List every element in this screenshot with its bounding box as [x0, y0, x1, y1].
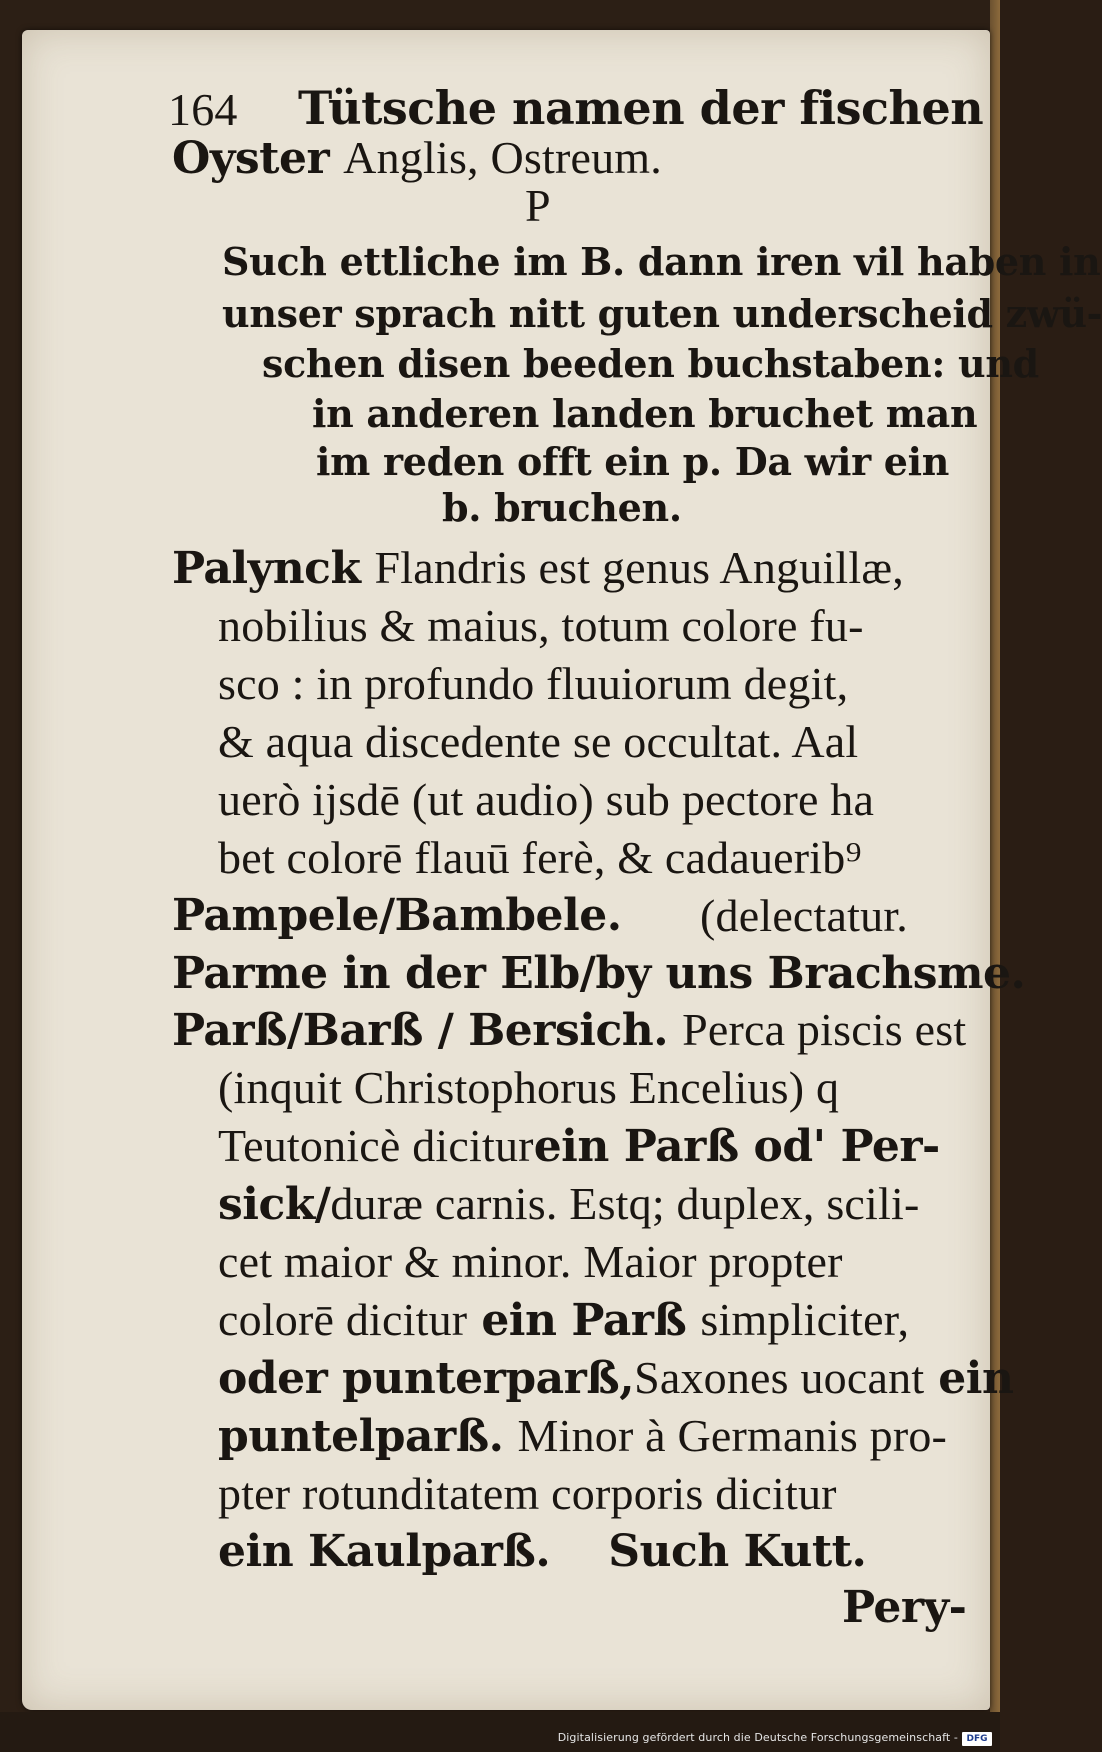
entry-text: (delectatur. — [700, 890, 909, 941]
entry-text-line — [218, 1348, 1014, 1409]
entry-text: nobilius & maius, totum colore fu- — [218, 600, 864, 651]
note-line: Such ettliche im B. dann iren vil haben in — [222, 239, 1101, 284]
entry-text: simpliciter, — [700, 1294, 910, 1345]
entry-term: ein Kaulparß. — [218, 1526, 551, 1577]
entry-term: ein Parß od' Per- — [533, 1121, 940, 1172]
footer-band — [0, 1712, 1000, 1752]
entry-headword: Pampele/Bambele. — [172, 890, 622, 941]
entry-term: ein Parß — [481, 1295, 687, 1346]
page-number: 164 — [168, 84, 238, 135]
entry-text-line — [218, 1522, 866, 1582]
entry-text-line — [218, 1116, 940, 1177]
entry-term: puntelparß. — [218, 1411, 504, 1462]
entry-text: bet colorē flauū ferè, & cadauerib⁹ — [218, 832, 862, 883]
entry-text-line — [218, 1406, 947, 1467]
entry-text: sco : in profundo fluuiorum degit, — [218, 658, 849, 709]
entry-text: Flandris est genus Anguillæ, — [374, 542, 904, 593]
dfg-logo: DFG — [962, 1732, 992, 1746]
entry-text-line — [218, 1174, 920, 1235]
entry-term: oder punterparß, — [218, 1353, 635, 1404]
entry-text-line — [218, 1290, 909, 1351]
entry-text: Anglis, Ostreum. — [343, 132, 662, 183]
entry-text: & aqua discedente se occultat. Aal — [218, 716, 859, 767]
entry-text: Saxones uocant — [634, 1352, 925, 1403]
note-line: in anderen landen bruchet man — [312, 391, 978, 436]
entry-oyster — [172, 128, 662, 189]
entry-headword: Palynck — [172, 543, 361, 594]
entry-text: Perca piscis est — [682, 1004, 967, 1055]
entry-text: (inquit Christophorus Encelius) q — [218, 1062, 840, 1113]
running-head: Tütsche namen der fischen — [298, 81, 984, 135]
entry-term: ein — [938, 1353, 1014, 1404]
entry-text: uerò ijsdē (ut audio) sub pectore ha — [218, 774, 875, 825]
digitization-caption: Digitalisierung gefördert durch die Deutsche Forschungsgemeinschaft - — [557, 1731, 958, 1744]
entry-parss — [172, 1000, 966, 1061]
entry-text: pter rotunditatem corporis dicitur — [218, 1468, 837, 1519]
entry-headword: Oyster — [172, 133, 330, 184]
entry-text: duræ carnis. Estq; duplex, scili- — [330, 1178, 920, 1229]
note-line: unser sprach nitt guten underscheid zwü- — [222, 291, 1102, 336]
note-line: im reden offt ein p. Da wir ein — [316, 439, 950, 484]
entry-term: Such Kutt. — [608, 1526, 867, 1577]
catchword: Pery- — [842, 1582, 967, 1633]
entry-parme: Parme in der Elb/by uns Brachsme. — [172, 948, 1026, 999]
entry-palynck — [172, 538, 904, 599]
entry-pampele — [172, 886, 622, 946]
entry-text: cet maior & minor. Maior propter — [218, 1236, 843, 1287]
entry-text: Minor à Germanis pro- — [517, 1410, 948, 1461]
section-letter: P — [525, 180, 551, 231]
note-line: b. bruchen. — [442, 485, 682, 530]
entry-headword: Parß/Barß / Bersich. — [172, 1005, 669, 1056]
note-line: schen disen beeden buchstaben: und — [262, 341, 1039, 386]
entry-text: Teutonicè dicitur — [218, 1120, 534, 1171]
entry-term: sick/ — [218, 1179, 331, 1230]
entry-text: colorē dicitur — [218, 1294, 468, 1345]
